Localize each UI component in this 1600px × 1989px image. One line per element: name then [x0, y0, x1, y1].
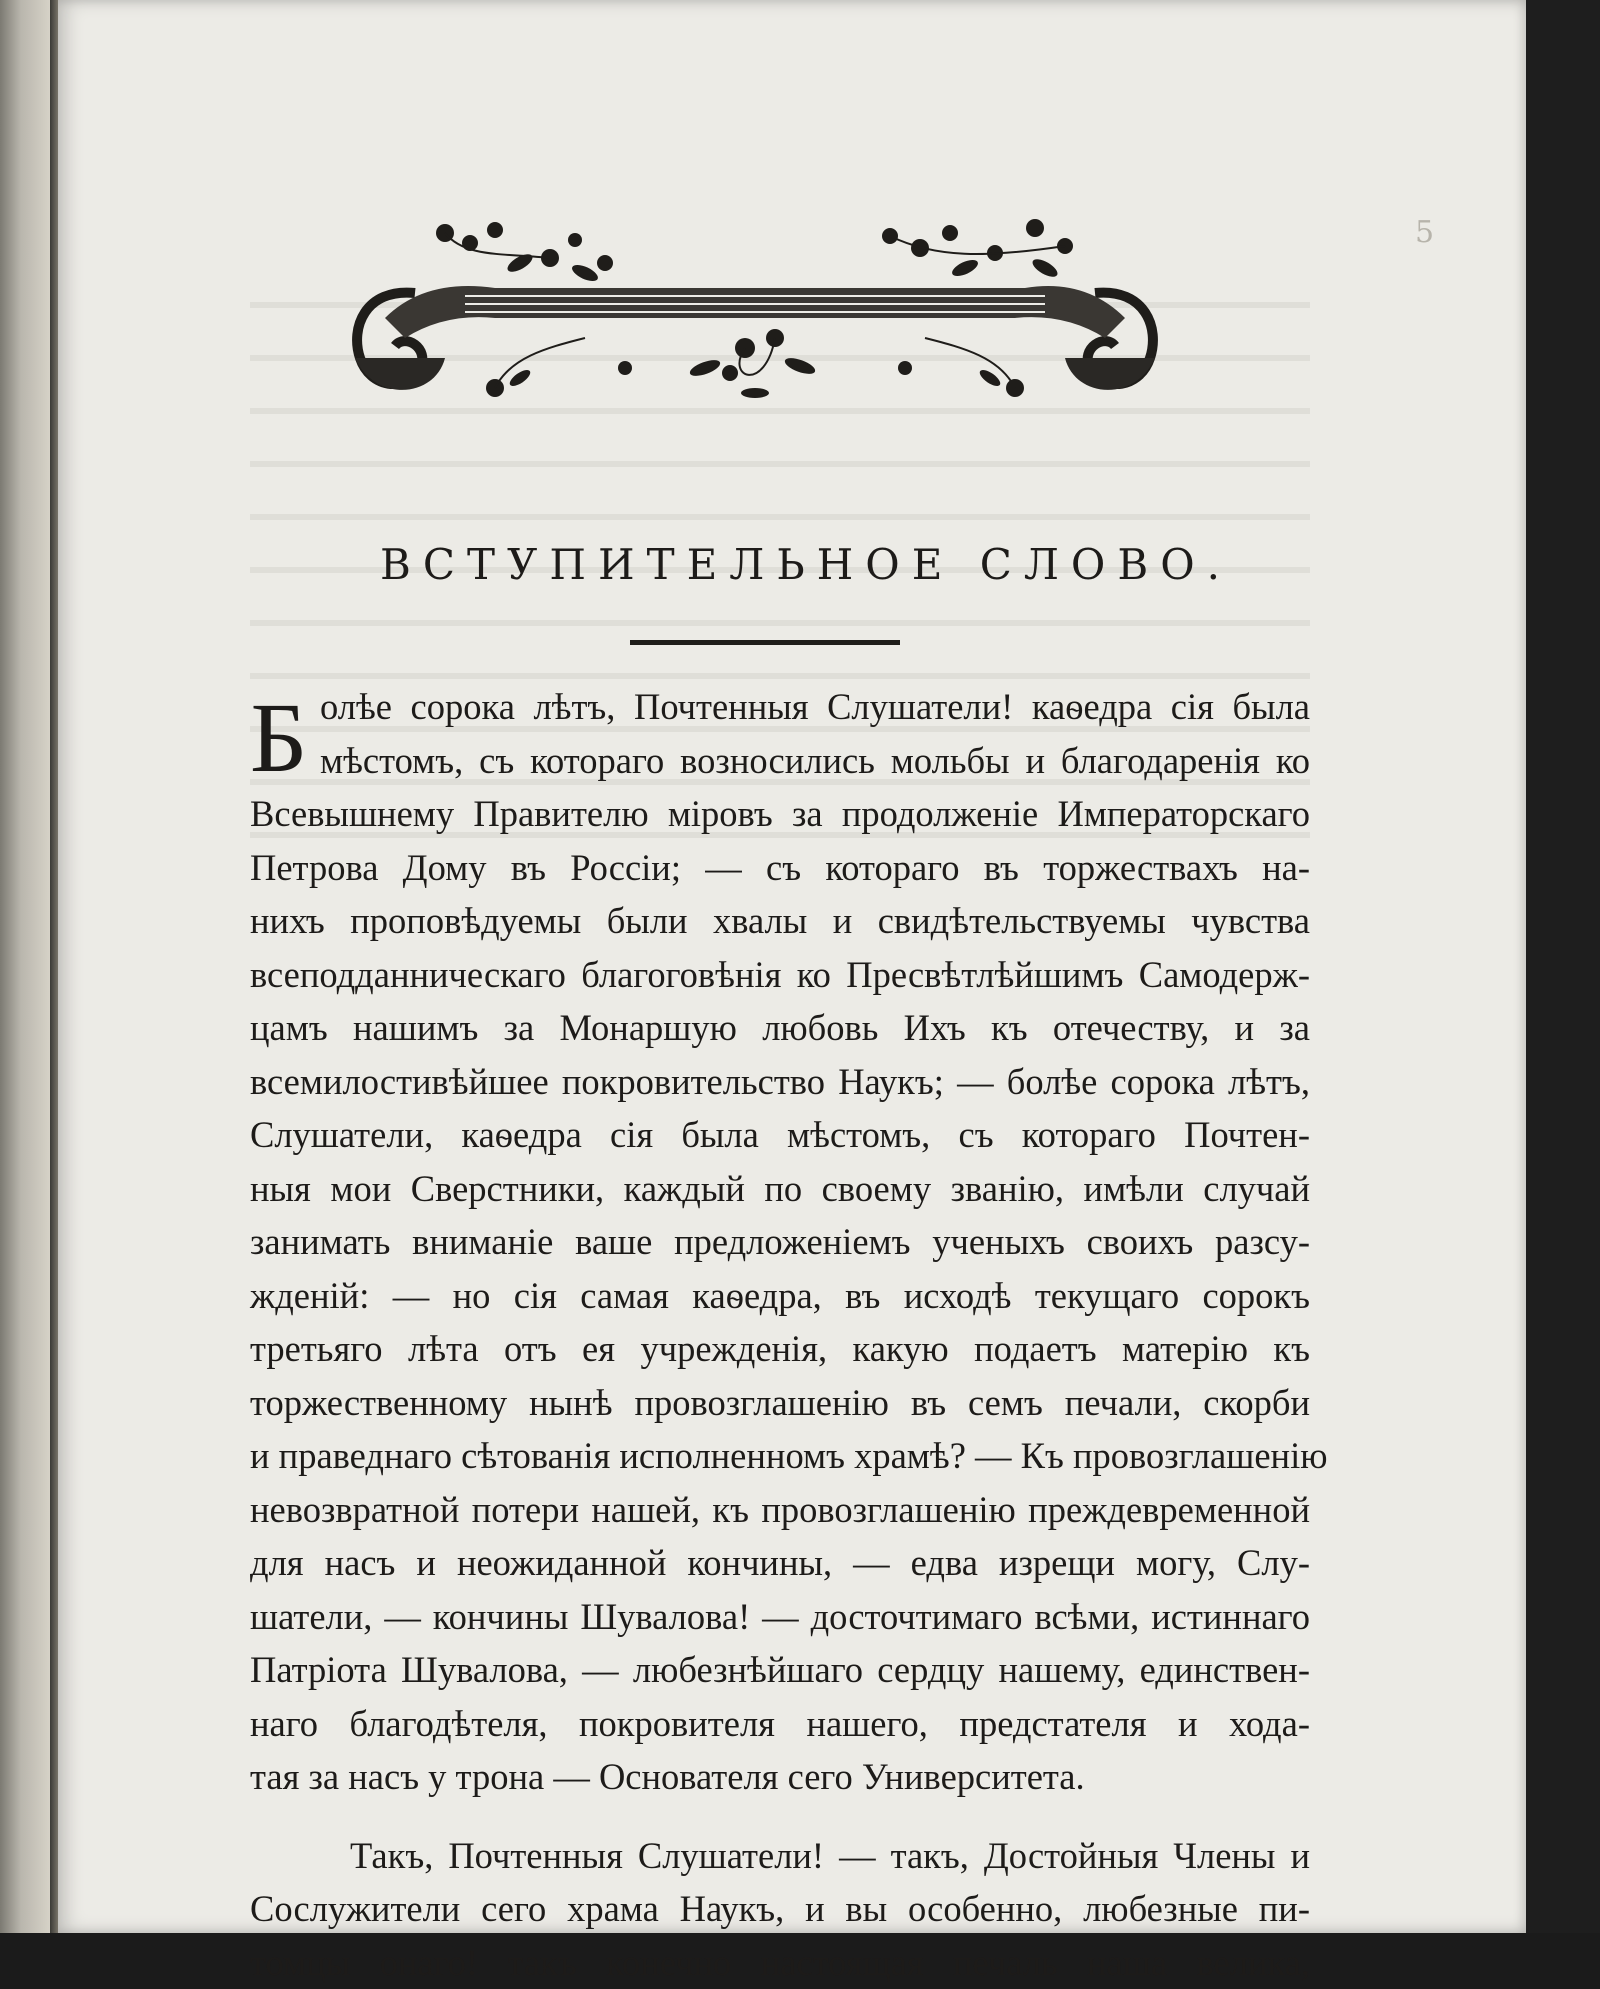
paragraph-1 [250, 680, 1310, 1804]
text-line: жденій: — но сія самая каѳедра, въ исходѣ текущаго сорокъ [250, 1269, 1310, 1323]
text-line: третьяго лѣта отъ ея учрежденія, какую подаетъ матерію къ [250, 1322, 1310, 1376]
text-line: Петрова Дому въ Россіи; — съ котораго въ торжествахъ на- [250, 841, 1310, 895]
text-line: занимать вниманіе ваше предложеніемъ ученыхъ своихъ разсу- [250, 1215, 1310, 1269]
text-line: и праведнаго сѣтованія исполненномъ храмѣ? — Къ провозглашенію [250, 1429, 1310, 1483]
text-line: для насъ и неожиданной кончины, — едва изрещи могу, Слу- [250, 1536, 1310, 1590]
floral-ornament-icon [345, 218, 1165, 413]
text-line: шатели, — кончины Шувалова! — досточтимаго всѣми, истиннаго [250, 1590, 1310, 1644]
text-line: всемилостивѣйшее покровительство Наукъ; — болѣе сорока лѣтъ, [250, 1055, 1310, 1109]
text-line: нихъ проповѣдуемы были хвалы и свидѣтельствуемы чувства [250, 894, 1310, 948]
text-line: Такъ, Почтенныя Слушатели! — такъ, Достойныя Члены и [250, 1829, 1310, 1883]
text-line: торжественному нынѣ провозглашенію въ семъ печали, скорби [250, 1376, 1310, 1430]
text-line: цамъ нашимъ за Монаршую любовь Ихъ къ отечеству, и за [250, 1001, 1310, 1055]
title-rule [630, 640, 900, 645]
text-line: Слушатели, каѳедра сія была мѣстомъ, съ котораго Почтен- [250, 1108, 1310, 1162]
drop-cap: Б [250, 688, 307, 788]
bleed-page-number: 5 [1415, 215, 1434, 250]
book-gutter [50, 0, 58, 1933]
body-text [250, 680, 1310, 1989]
text-line: ныя мои Сверстники, каждый по своему званію, имѣли случай [250, 1162, 1310, 1216]
text-line: олѣе сорока лѣтъ, Почтенныя Слушатели! каѳедра сія была [250, 680, 1310, 734]
text-line: Сослужители сего храма Наукъ, и вы особенно, любезные пи- [250, 1882, 1310, 1936]
text-line: всеподданническаго благоговѣнія ко Пресвѣтлѣйшимъ Самодерж- [250, 948, 1310, 1002]
page-title: ВСТУПИТЕЛЬНОЕ СЛОВО. [380, 540, 1150, 589]
previous-page-edge [0, 0, 52, 1933]
text-line: тая за насъ у трона — Основателя сего Университета. [250, 1750, 1310, 1804]
paragraph-2 [250, 1829, 1310, 1989]
text-line: наго благодѣтеля, покровителя нашего, предстателя и хода- [250, 1697, 1310, 1751]
text-line: невозвратной потери нашей, къ провозглашенію преждевременной [250, 1483, 1310, 1537]
scan-margin [1526, 0, 1600, 1933]
text-line: томцы онаго! такъ конечно настоящая печаль наша велика, [250, 1936, 1310, 1989]
text-line: мѣстомъ, съ котораго возносились мольбы и благодаренія ко [250, 734, 1310, 788]
text-line: Патріота Шувалова, — любезнѣйшаго сердцу нашему, единствен- [250, 1643, 1310, 1697]
text-line: Всевышнему Правителю міровъ за продолженіе Императорскаго [250, 787, 1310, 841]
